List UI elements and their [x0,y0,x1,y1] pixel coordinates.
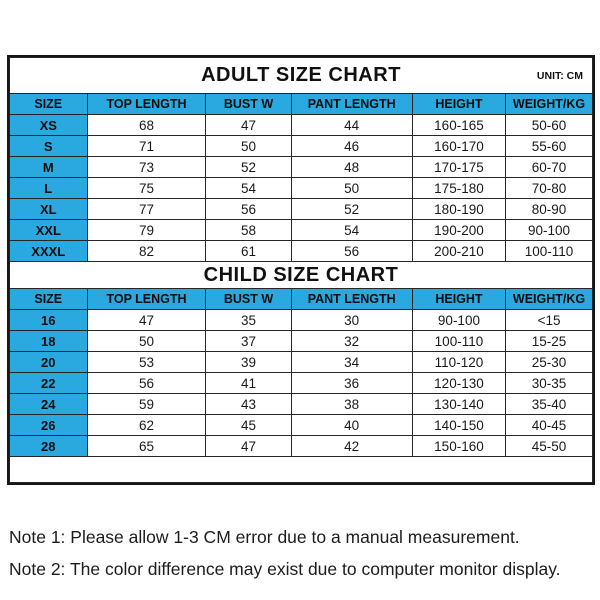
value-cell: 160-170 [412,136,505,157]
child-rows [10,310,593,457]
column-header: BUST W [206,289,291,310]
size-cell: XL [10,199,88,220]
table-row [10,352,593,373]
table-row [10,415,593,436]
unit-label: UNIT: CM [536,69,583,82]
value-cell: 175-180 [412,178,505,199]
child-chart-title-row [10,262,593,289]
value-cell: 35-40 [506,394,593,415]
child-header-row [10,289,593,310]
table-row [10,331,593,352]
value-cell: 32 [291,331,412,352]
value-cell: 70-80 [506,178,593,199]
value-cell: 34 [291,352,412,373]
column-header: SIZE [10,289,88,310]
value-cell: 38 [291,394,412,415]
value-cell: 50 [87,331,206,352]
value-cell: 100-110 [506,241,593,262]
value-cell: 47 [206,115,291,136]
value-cell: 56 [291,241,412,262]
value-cell: 50 [291,178,412,199]
table-row [10,310,593,331]
value-cell: 36 [291,373,412,394]
adult-rows [10,115,593,262]
value-cell: 59 [87,394,206,415]
size-cell: XXL [10,220,88,241]
value-cell: 140-150 [412,415,505,436]
size-cell: 16 [10,310,88,331]
value-cell: 170-175 [412,157,505,178]
value-cell: 58 [206,220,291,241]
value-cell: 90-100 [506,220,593,241]
table-row [10,220,593,241]
value-cell: 65 [87,436,206,457]
column-header: WEIGHT/KG [506,289,593,310]
table-row [10,136,593,157]
value-cell: 62 [87,415,206,436]
column-header: HEIGHT [412,289,505,310]
empty-row [10,457,593,483]
column-header: HEIGHT [412,94,505,115]
value-cell: 43 [206,394,291,415]
empty-cell [10,457,593,483]
size-cell: XS [10,115,88,136]
size-cell: 22 [10,373,88,394]
value-cell: 40-45 [506,415,593,436]
table-row [10,241,593,262]
value-cell: 68 [87,115,206,136]
table-row [10,157,593,178]
value-cell: 60-70 [506,157,593,178]
value-cell: 25-30 [506,352,593,373]
size-cell: 18 [10,331,88,352]
value-cell: 46 [291,136,412,157]
column-header: TOP LENGTH [87,289,206,310]
value-cell: 47 [206,436,291,457]
value-cell: 160-165 [412,115,505,136]
value-cell: 15-25 [506,331,593,352]
value-cell: 45 [206,415,291,436]
value-cell: <15 [506,310,593,331]
adult-chart-title-row [10,58,593,94]
table-row [10,115,593,136]
column-header: PANT LENGTH [291,289,412,310]
value-cell: 37 [206,331,291,352]
value-cell: 90-100 [412,310,505,331]
value-cell: 55-60 [506,136,593,157]
value-cell: 48 [291,157,412,178]
value-cell: 56 [87,373,206,394]
table-row [10,178,593,199]
value-cell: 200-210 [412,241,505,262]
value-cell: 54 [206,178,291,199]
value-cell: 53 [87,352,206,373]
column-header: SIZE [10,94,88,115]
value-cell: 40 [291,415,412,436]
size-chart-table [9,57,593,483]
column-header: PANT LENGTH [291,94,412,115]
adult-chart-title: ADULT SIZE CHART [201,64,401,86]
value-cell: 41 [206,373,291,394]
value-cell: 30 [291,310,412,331]
value-cell: 47 [87,310,206,331]
child-chart-title: CHILD SIZE CHART [203,263,399,286]
value-cell: 42 [291,436,412,457]
value-cell: 44 [291,115,412,136]
value-cell: 190-200 [412,220,505,241]
column-header: WEIGHT/KG [506,94,593,115]
size-cell: M [10,157,88,178]
size-chart-panel [7,55,595,485]
size-cell: L [10,178,88,199]
value-cell: 79 [87,220,206,241]
value-cell: 30-35 [506,373,593,394]
value-cell: 52 [206,157,291,178]
note-line-2: Note 2: The color difference may exist due to computer monitor display. [9,559,561,579]
size-cell: 24 [10,394,88,415]
table-row [10,394,593,415]
size-cell: 20 [10,352,88,373]
value-cell: 100-110 [412,331,505,352]
value-cell: 150-160 [412,436,505,457]
value-cell: 77 [87,199,206,220]
child-chart-title-cell [10,262,593,289]
size-cell: XXXL [10,241,88,262]
size-cell: 28 [10,436,88,457]
value-cell: 71 [87,136,206,157]
table-row [10,436,593,457]
table-row [10,199,593,220]
value-cell: 110-120 [412,352,505,373]
value-cell: 52 [291,199,412,220]
value-cell: 130-140 [412,394,505,415]
value-cell: 35 [206,310,291,331]
value-cell: 120-130 [412,373,505,394]
adult-chart-title-cell [10,58,593,94]
value-cell: 50-60 [506,115,593,136]
value-cell: 82 [87,241,206,262]
value-cell: 61 [206,241,291,262]
value-cell: 75 [87,178,206,199]
value-cell: 80-90 [506,199,593,220]
note-line-1: Note 1: Please allow 1-3 CM error due to a manual measurement. [9,527,520,547]
value-cell: 50 [206,136,291,157]
value-cell: 73 [87,157,206,178]
adult-header-row [10,94,593,115]
value-cell: 180-190 [412,199,505,220]
notes [9,521,561,585]
value-cell: 56 [206,199,291,220]
value-cell: 54 [291,220,412,241]
column-header: BUST W [206,94,291,115]
value-cell: 39 [206,352,291,373]
size-cell: S [10,136,88,157]
size-cell: 26 [10,415,88,436]
value-cell: 45-50 [506,436,593,457]
table-row [10,373,593,394]
column-header: TOP LENGTH [87,94,206,115]
